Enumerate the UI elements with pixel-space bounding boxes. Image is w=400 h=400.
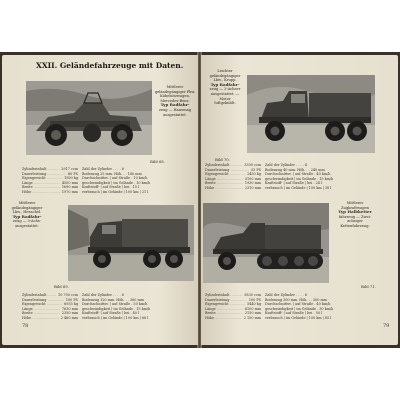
light-truck-image (247, 75, 375, 153)
spec-row: Eigengewicht ..... 2450 kg (205, 172, 261, 177)
spec-row: Höhe ..... 2 460 mm (22, 316, 78, 321)
description-line: ausgestattet. (15, 223, 39, 228)
spec-row: Breite ..... 1690 mm (22, 185, 78, 190)
truck-image (68, 205, 194, 281)
description-line: geländegängiger (209, 73, 241, 78)
description-line: Mittlerer (346, 201, 364, 205)
page-number: 79 (383, 323, 390, 329)
description-line: Leichter (217, 69, 233, 73)
spec-line: geschwindigkeit | im Gelände . 30 km/h (265, 306, 334, 311)
spec-line: Bodenzug 40 mm. Höh. . . 240 mm (265, 167, 325, 172)
spec-row: Eigengewicht ..... 1950 kg (22, 176, 78, 181)
spec-row: Höhe ..... 2 150 mm (205, 316, 261, 321)
spec-table-right (82, 167, 178, 195)
vehicle-type: Typ Halbketter (338, 209, 372, 215)
spec-table-right (265, 163, 365, 191)
figure-caption: Bild 68. (150, 159, 165, 164)
spec-line: Bodenzug 25 mm. Höh. . . 180 mm (82, 171, 142, 176)
spec-row: Höhe ..... 1970 mm (22, 190, 78, 195)
description-line: Kübelsitzwagen, (160, 94, 190, 99)
spec-row: Länge ..... 6100 mm (205, 307, 261, 312)
description-line: ausgestattet. — (210, 91, 240, 96)
spec-line: verbrauch | im Gelände | 100 km | 38 l (265, 185, 332, 190)
spec-line: geschwindigkeit | im Gelände . 10 km/h (82, 180, 151, 185)
description-line: Motor (219, 96, 231, 101)
spec-table-right (265, 293, 369, 321)
spec-line: Kraftstoff- | auf Straße | bei . 40 l (82, 311, 140, 316)
right-page (201, 55, 398, 345)
spec-row: Zylinderinhalt ..... 5830 ccm (205, 293, 261, 298)
vehicle-4-description (332, 201, 378, 229)
photo-vehicle-4 (203, 203, 329, 283)
spec-line: Bodenzug 300 mm. Höh. . . 300 mm (265, 297, 327, 302)
spec-table-left (22, 167, 78, 195)
spec-line: Zahl der Zylinder . . . . 4 (265, 163, 307, 167)
description-line: Mittlerer geländegängiger Pkw. (154, 85, 196, 94)
spec-table-left (22, 293, 78, 321)
vehicle-2-description (6, 201, 48, 229)
vehicle-type: Typ Radfahr- (210, 81, 240, 87)
half-track-image (203, 203, 329, 283)
spec-line: verbrauch | im Gelände | 100 km | 85 l (265, 315, 332, 320)
spec-row: Länge ..... 7630 mm (22, 307, 78, 312)
spec-line: Kraftstoff- | auf Straße | bei . 15 l (82, 185, 140, 190)
figure-caption: Bild 69. (54, 284, 69, 289)
spec-line: Kraftstoff- | auf Straße | bei . 24 l (265, 181, 323, 186)
spec-line: Zahl der Zylinder . . . . 6 (82, 293, 124, 297)
description-line: geländegängiger (11, 205, 43, 210)
spec-table-left (205, 163, 261, 191)
description-line: Lkw., Henschel. (12, 210, 42, 215)
description-line: zeug — 3-Achser (209, 87, 241, 92)
description-line: fahrzeug — Zwei- (338, 214, 372, 219)
vehicle-type: Typ Radfahr- (12, 213, 42, 219)
spec-row: Dauerleistung ..... 55 PS (205, 168, 261, 173)
spec-row: Breite ..... 1930 mm (205, 181, 261, 186)
spec-row: Länge ..... 5100 mm (205, 177, 261, 182)
spec-line: Zahl der Zylinder . . . . 6 (265, 293, 307, 297)
spec-row: Eigengewicht ..... 5440 kg (205, 302, 261, 307)
spec-row: Zylinderinhalt ..... 2917 ccm (22, 167, 78, 172)
spec-line: Zahl der Zylinder . . . . 6 (82, 167, 124, 171)
left-page (2, 55, 198, 345)
spec-row: Länge ..... 4500 mm (22, 181, 78, 186)
staff-car-image (26, 81, 152, 155)
spec-row: Dauerleistung ..... 60 PS (22, 172, 78, 177)
spec-row: Höhe ..... 2310 mm (205, 186, 261, 191)
description-line: Mittlerer (18, 201, 36, 205)
page-number: 78 (22, 323, 29, 329)
spec-line: Durchschnittsv. | auf Straße . 50 km/h (82, 302, 148, 307)
description-line: Lkw., Krupp. (213, 78, 237, 83)
spec-table-right (82, 293, 182, 321)
spec-line: geschwindigkeit | im Gelände . 15 km/h (265, 176, 334, 181)
spec-row: Zylinderinhalt ..... 10 700 ccm (22, 293, 78, 298)
figure-caption: Bild 71. (361, 284, 376, 289)
spec-line: Durchschnittsv. | auf Straße . 10 km/h (82, 176, 148, 181)
spec-row: Dauerleistung ..... 100 PS (22, 298, 78, 303)
description-line: luftgekühlt. (214, 101, 236, 106)
description-line: zeug — 3-Achs- (13, 219, 41, 224)
spec-line: geschwindigkeit | im Gelände . 15 km/h (82, 306, 151, 311)
spec-line: verbrauch | im Gelände | 100 km | 68 l (82, 315, 149, 320)
spec-row: Breite ..... 2350 mm (22, 311, 78, 316)
spec-row: Breite ..... 2150 mm (205, 311, 261, 316)
description-line: Kettenfahrzeug. (340, 223, 370, 228)
photo-vehicle-1 (26, 81, 152, 155)
description-line: Zugkraftwagen (341, 205, 369, 210)
vehicle-1-description (153, 85, 197, 117)
figure-caption: Bild 70. (215, 157, 230, 162)
spec-line: Durchschnittsv. | auf Straße . 40 km/h (265, 302, 331, 307)
spec-row: Eigengewicht ..... 6935 kg (22, 302, 78, 307)
photo-vehicle-2 (68, 205, 194, 281)
vehicle-type: Typ Radfahr- (160, 102, 190, 108)
open-book (0, 52, 400, 348)
description-line: achsiger (347, 219, 363, 224)
spec-row: Zylinderinhalt ..... 3300 ccm (205, 163, 261, 168)
spec-row: Dauerleistung ..... 100 PS (205, 298, 261, 303)
photo-vehicle-3 (247, 75, 375, 153)
spec-line: Durchschnittsv. | auf Straße . 40 km/h (265, 172, 331, 177)
description-line: Mercedes-Benz. (160, 98, 190, 103)
description-line: zeug — Hanomag (158, 107, 192, 112)
description-line: ausgestattet. (163, 112, 187, 117)
spec-line: verbrauch | im Gelände | 100 km | 21 l (82, 189, 149, 194)
section-heading: XXII. Geländefahrzeuge mit Daten. (36, 61, 184, 70)
spec-line: Bodenzug 120 mm. Höh. . . 360 mm (82, 297, 144, 302)
spec-table-left (205, 293, 261, 321)
spec-line: Kraftstoff- | auf Straße | bei . 50 l (265, 311, 323, 316)
vehicle-3-description (205, 69, 245, 106)
